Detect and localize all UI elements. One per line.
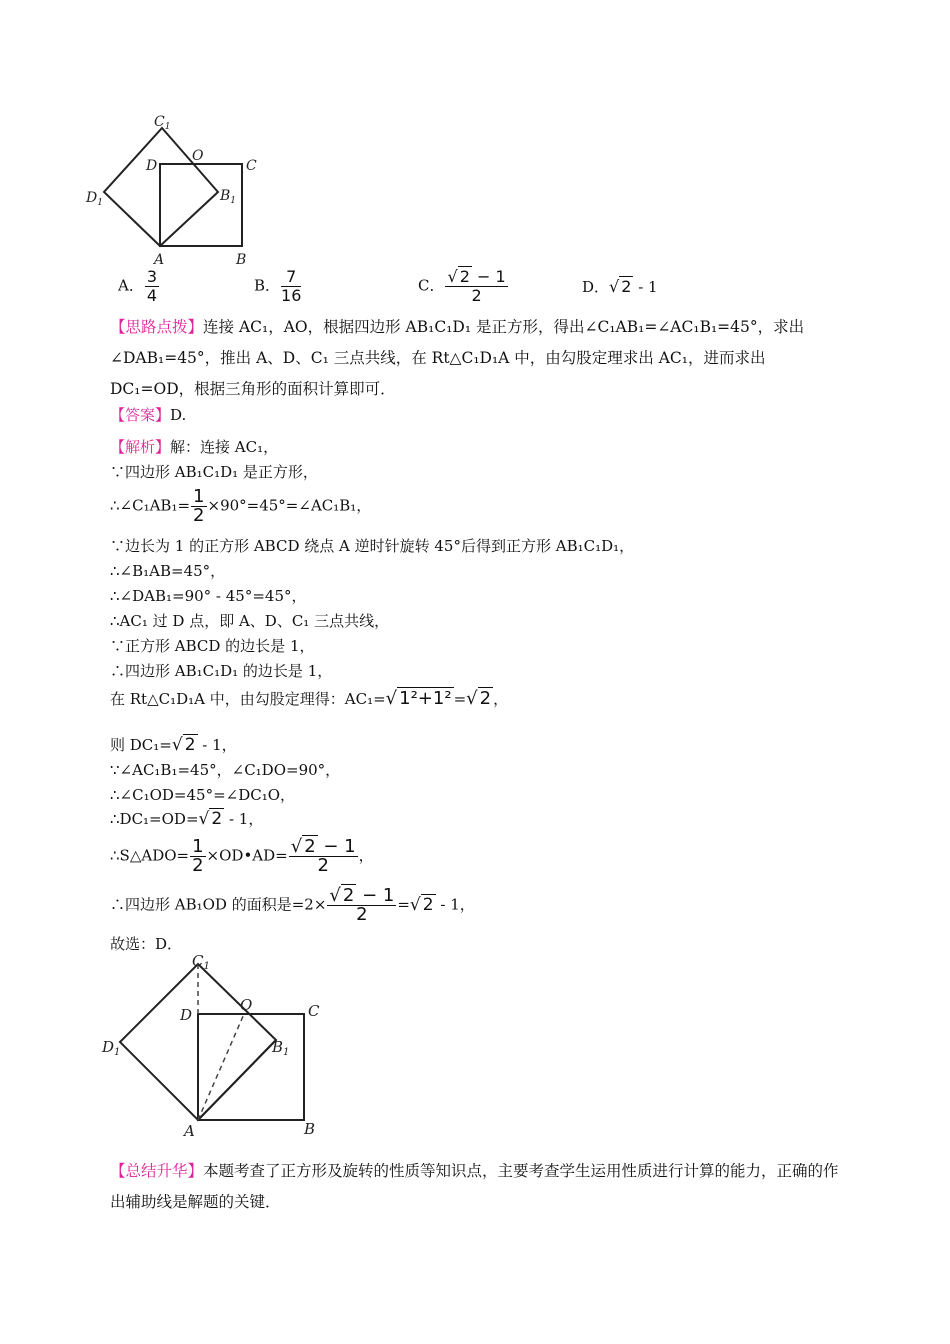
option-b: B． $\frac{7}{16}$ xyxy=(254,267,302,305)
label-o: O xyxy=(192,148,204,164)
analysis-line-10: 在 Rt△C₁D₁A 中，由勾股定理得：AC₁=√ 1²+1² =√ 2 ， xyxy=(110,688,509,709)
figure-1 xyxy=(80,108,270,268)
analysis-line-14: ∴DC₁=OD=√ 2 - 1， xyxy=(110,809,264,829)
analysis-line-4: ∵边长为 1 的正方形 ABCD 绕点 A 逆时针旋转 45°后得到正方形 AB₁C₁D₁， xyxy=(110,537,635,555)
label-b: B xyxy=(236,252,247,268)
analysis-line-2: ∵四边形 AB₁C₁D₁ 是正方形， xyxy=(110,463,318,481)
hint-paragraph xyxy=(110,312,845,405)
figure-2 xyxy=(96,950,336,1140)
label-d: D xyxy=(146,158,158,174)
summary-tag: 【总结升华】 xyxy=(110,1162,204,1180)
analysis-line-6: ∴∠DAB₁=90° - 45°=45°， xyxy=(110,587,307,605)
option-a: A． $\frac{3}{4}$ xyxy=(118,267,158,305)
analysis-line-11: 则 DC₁=√ 2 - 1， xyxy=(110,735,237,755)
analysis-line-16: ∴四边形 AB₁OD 的面积是=2× $\frac{√ 2 - 1}{2}$ =√ 2 - 1， xyxy=(110,885,475,925)
label-a: A xyxy=(184,1122,195,1140)
analysis-line-9: ∴四边形 AB₁C₁D₁ 的边长是 1， xyxy=(110,662,333,680)
analysis-line-17: 故选：D． xyxy=(110,935,183,953)
dashed-ao xyxy=(198,1014,244,1120)
label-c: C xyxy=(246,158,257,174)
label-d1: $D_1$ xyxy=(102,1038,121,1058)
answer-line: 【答案】D. xyxy=(110,406,187,424)
hint-tag: 【思路点拨】 xyxy=(110,318,204,336)
analysis-line-12: ∵∠AC₁B₁=45°，∠C₁DO=90°， xyxy=(110,761,341,779)
analysis-line-7: ∴AC₁ 过 D 点，即 A、D、C₁ 三点共线， xyxy=(110,612,390,630)
label-d: D xyxy=(180,1006,193,1024)
summary-text: 本题考查了正方形及旋转的性质等知识点，主要考查学生运用性质进行计算的能力，正确的作出辅助线是解题的关键． xyxy=(110,1162,839,1211)
analysis-line-1: 【解析】解：连接 AC₁， xyxy=(110,438,279,456)
option-d: D．√ 2 - 1 xyxy=(582,277,658,296)
label-c1: $C_1$ xyxy=(154,114,171,132)
analysis-line-5: ∴∠B₁AB=45°， xyxy=(110,562,226,580)
analysis-line-13: ∴∠C₁OD=45°=∠DC₁O， xyxy=(110,786,296,804)
hint-text: 连接 AC₁，AO，根据四边形 AB₁C₁D₁ 是正方形，得出∠C₁AB₁=∠AC₁B₁=45°，求出∠DAB₁=45°，推出 A、D、C₁ 三点共线，在 Rt△C₁D₁A 中，由勾股定理求出 AC₁，进而求出 DC₁=OD，根据三角形的面积计算即可． xyxy=(110,318,805,398)
label-c1: $C_1$ xyxy=(192,952,210,972)
label-o: O xyxy=(240,996,253,1014)
label-b1: $B_1$ xyxy=(220,188,237,206)
label-b1: $B_1$ xyxy=(272,1038,290,1058)
summary-paragraph xyxy=(110,1156,845,1218)
analysis-line-15: ∴S△ADO= $\frac{1}{2}$ ×OD•AD= $\frac{√ 2 - 1}{2}$ ， xyxy=(110,836,374,876)
analysis-line-3: ∴∠C₁AB₁= $\frac{1}{2}$ ×90°=45°=∠AC₁B₁， xyxy=(110,486,372,526)
label-d1: $D_1$ xyxy=(86,190,103,208)
label-b: B xyxy=(304,1120,316,1138)
segment-ab1 xyxy=(198,1040,276,1120)
label-a: A xyxy=(154,252,165,268)
option-c: C． $\frac{√ 2 - 1}{2}$ xyxy=(418,267,506,305)
analysis-line-8: ∵正方形 ABCD 的边长是 1， xyxy=(110,637,315,655)
label-c: C xyxy=(308,1002,320,1020)
